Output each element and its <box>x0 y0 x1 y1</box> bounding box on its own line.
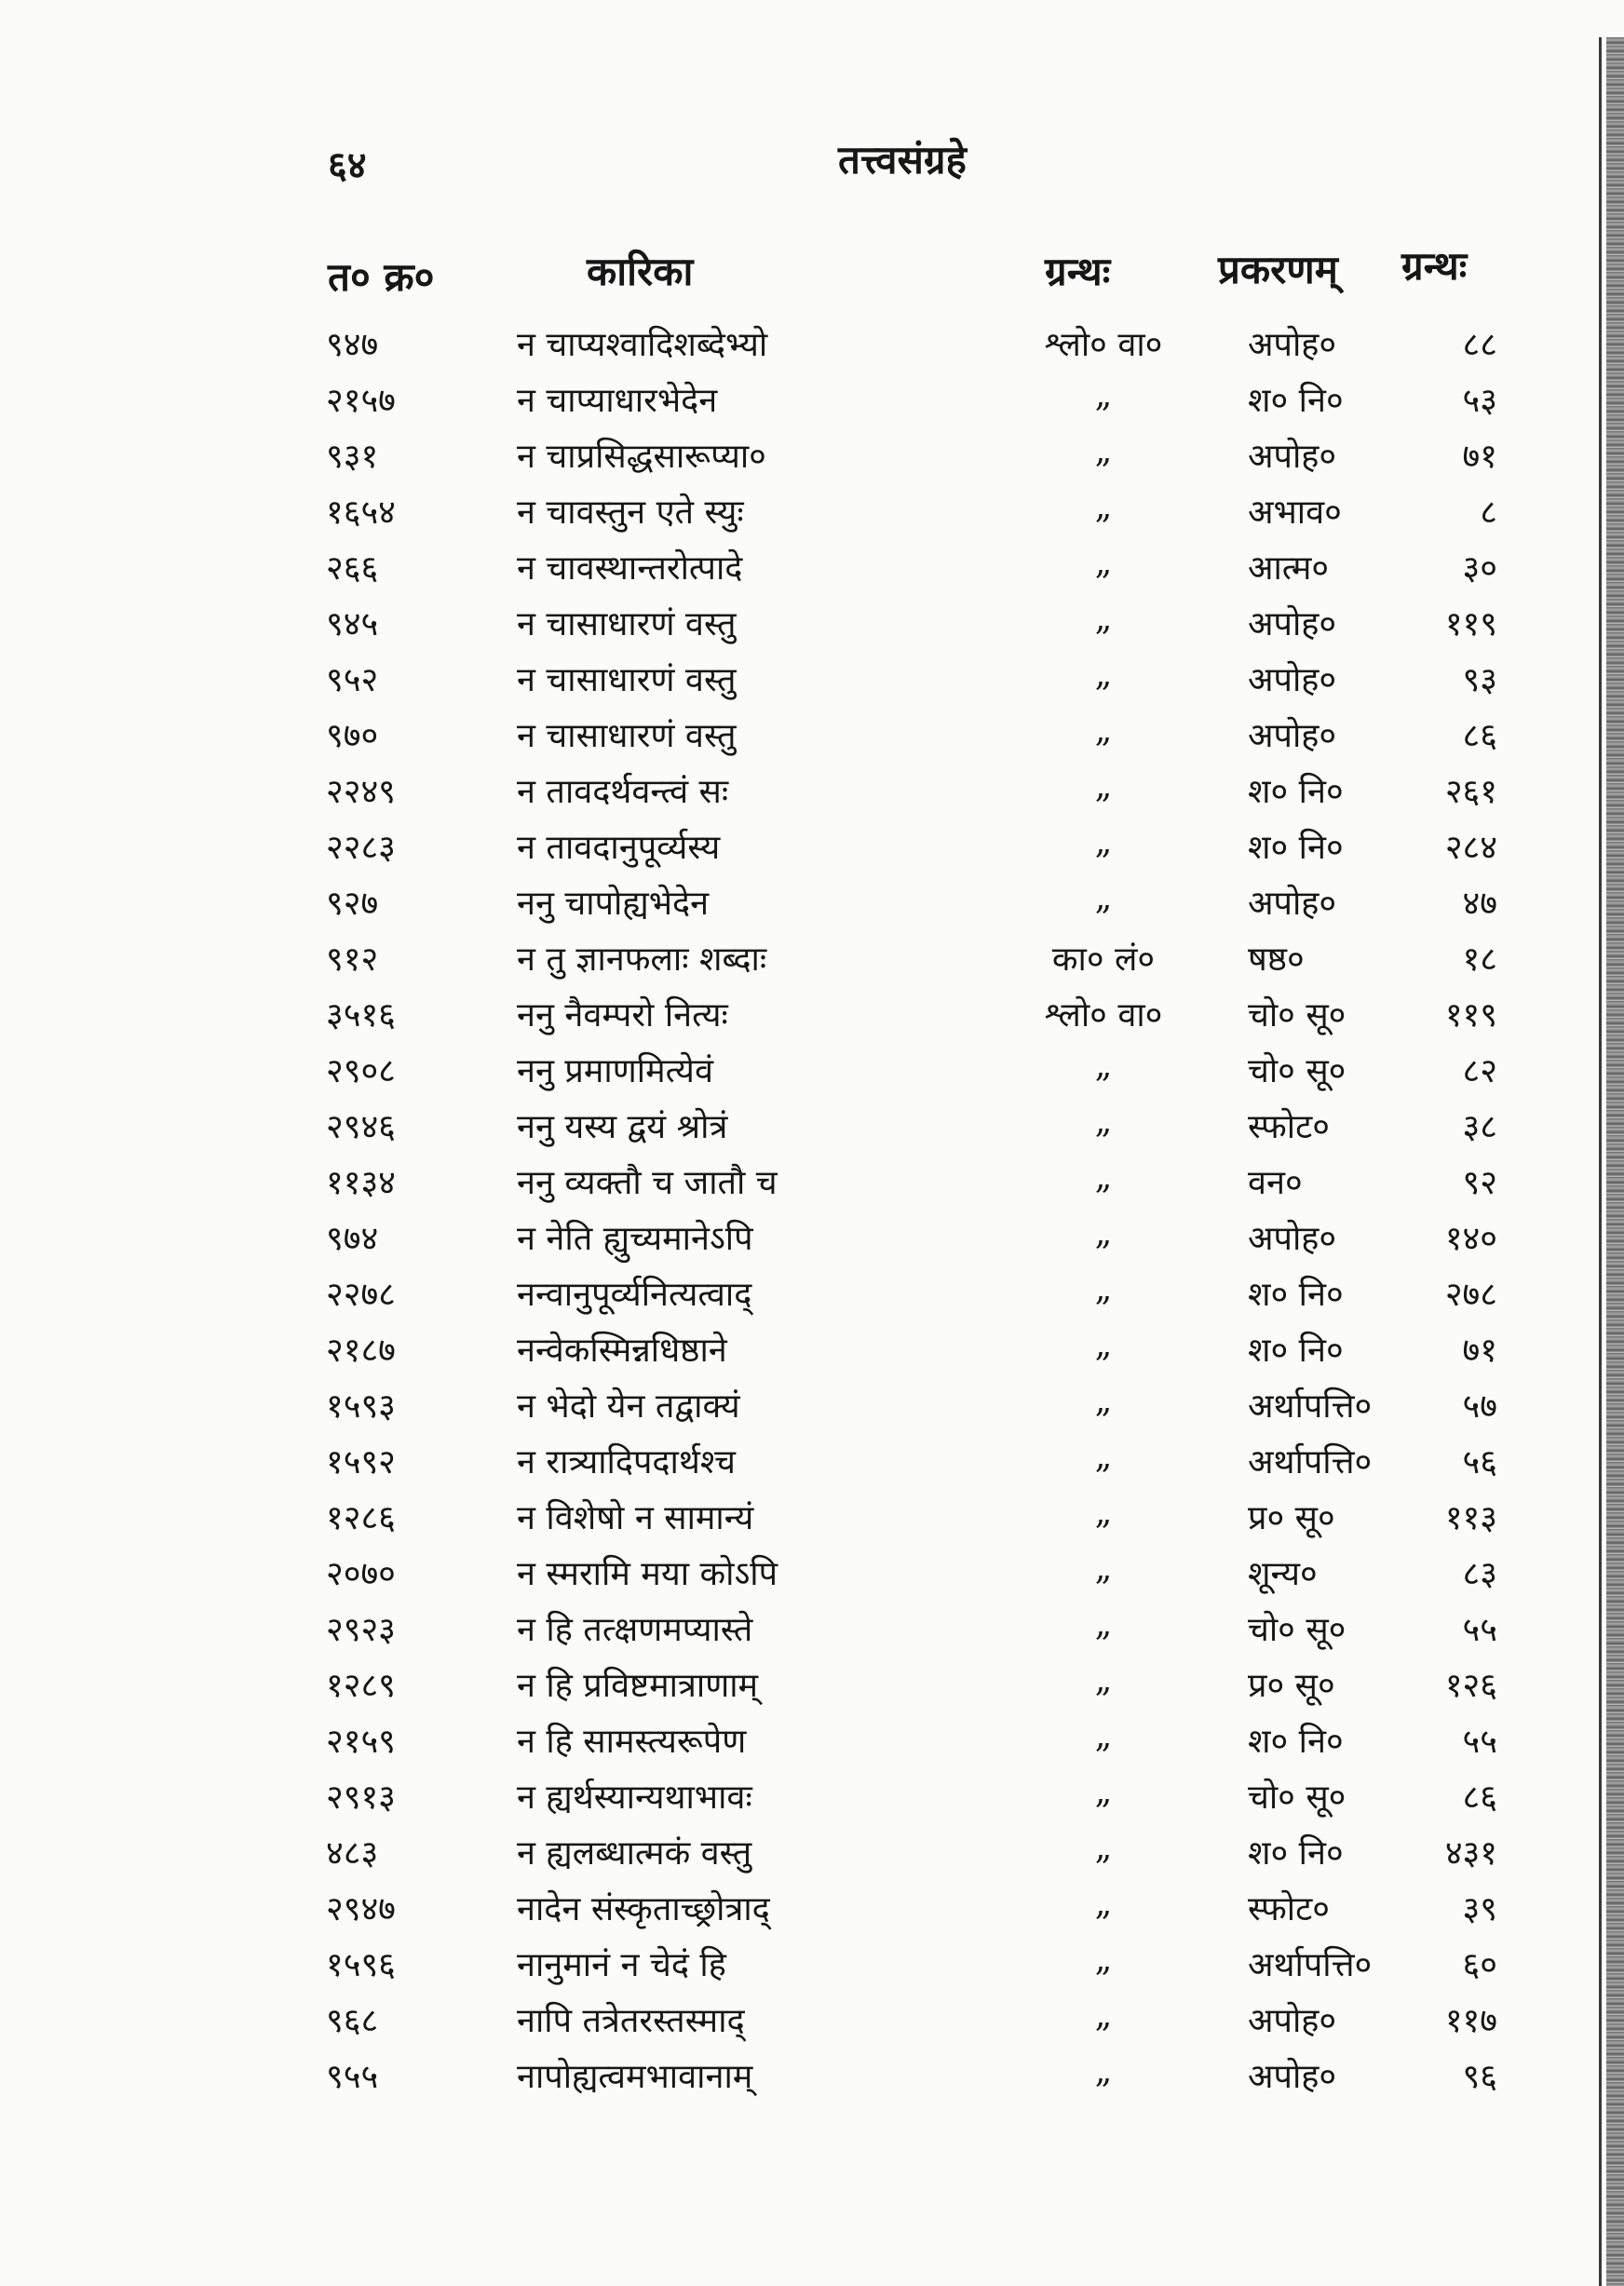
prakarana-ref: स्फोट० <box>1248 1890 1330 1928</box>
verse-number: ८६ <box>1462 717 1497 755</box>
prakarana-ref: स्फोट० <box>1248 1108 1330 1146</box>
verse-number: ५७ <box>1462 1387 1497 1426</box>
table-row <box>0 823 1624 879</box>
table-row <box>0 767 1624 823</box>
serial-number: २२७८ <box>326 1276 396 1314</box>
karika-text: न चाप्रसिद्धसारूप्या० <box>517 438 766 476</box>
table-row <box>0 935 1624 991</box>
prakarana-ref: षष्ठ० <box>1248 940 1305 979</box>
serial-number: ११३४ <box>326 1164 396 1202</box>
verse-number: ३९ <box>1462 1890 1497 1928</box>
table-row <box>0 656 1624 711</box>
verse-number: २६१ <box>1444 773 1497 811</box>
serial-number: २९४७ <box>326 1890 396 1928</box>
header-serial-number: त० क्र० <box>328 254 435 300</box>
karika-text: नापि तत्रेतरस्तस्माद् <box>517 2002 745 2040</box>
karika-text: न हि तत्क्षणमप्यास्ते <box>517 1611 753 1649</box>
header-grantha-number: ग्रन्थः <box>1401 243 1468 289</box>
karika-text: ननु चापोह्यभेदेन <box>517 885 710 923</box>
grantha-ref: „ <box>1094 488 1113 526</box>
grantha-ref: श्लो० वा० <box>1044 996 1163 1035</box>
serial-number: २६६ <box>326 549 379 588</box>
prakarana-ref: वन० <box>1248 1164 1303 1202</box>
prakarana-ref: श० नि० <box>1248 1834 1344 1873</box>
grantha-ref: „ <box>1094 1885 1113 1923</box>
serial-number: ९५५ <box>326 2058 379 2096</box>
prakarana-ref: अपोह० <box>1248 326 1337 364</box>
prakarana-ref: अपोह० <box>1248 1220 1337 1258</box>
prakarana-ref: अर्थापत्ति० <box>1248 1946 1373 1984</box>
grantha-ref: „ <box>1094 1270 1113 1308</box>
karika-text: नन्वेकस्मिन्नधिष्ठाने <box>517 1332 727 1370</box>
serial-number: २१८७ <box>326 1332 396 1370</box>
prakarana-ref: प्र० सू० <box>1248 1499 1335 1537</box>
table-row <box>0 2052 1624 2108</box>
prakarana-ref: अपोह० <box>1248 2058 1337 2096</box>
verse-number: ५३ <box>1462 382 1497 420</box>
grantha-ref: का० लं० <box>1051 940 1156 979</box>
verse-number: १४० <box>1444 1220 1497 1258</box>
karika-text: न चासाधारणं वस्तु <box>517 605 737 643</box>
table-row <box>0 1605 1624 1661</box>
grantha-ref: „ <box>1094 600 1113 638</box>
prakarana-ref: चो० सू० <box>1248 1052 1347 1090</box>
grantha-ref: „ <box>1094 767 1113 805</box>
prakarana-ref: अपोह० <box>1248 717 1337 755</box>
grantha-ref: „ <box>1094 1941 1113 1979</box>
verse-number: ९३ <box>1462 661 1497 699</box>
serial-number: २०७० <box>326 1555 396 1593</box>
grantha-ref: „ <box>1094 1829 1113 1867</box>
karika-text: न चावस्थान्तरोत्पादे <box>517 549 743 588</box>
serial-number: २९४६ <box>326 1108 396 1146</box>
verse-number: २८४ <box>1444 829 1497 867</box>
grantha-ref: „ <box>1094 1102 1113 1141</box>
table-row <box>0 879 1624 935</box>
grantha-ref: „ <box>1094 1661 1113 1699</box>
grantha-ref: „ <box>1094 544 1113 582</box>
serial-number: ३५१६ <box>326 996 396 1035</box>
karika-text: न हि प्रविष्टमात्राणाम् <box>517 1667 759 1705</box>
prakarana-ref: अपोह० <box>1248 605 1337 643</box>
karika-text: नादेन संस्कृताच्छ्रोत्राद् <box>517 1890 770 1928</box>
serial-number: ९६८ <box>326 2002 379 2040</box>
running-title: तत्त्वसंग्रहे <box>838 137 967 183</box>
prakarana-ref: अपोह० <box>1248 661 1337 699</box>
prakarana-ref: शून्य० <box>1248 1555 1318 1593</box>
grantha-ref: „ <box>1094 879 1113 917</box>
table-row <box>0 1382 1624 1438</box>
karika-text: ननु व्यक्तौ च जातौ च <box>517 1164 778 1202</box>
karika-text: नानुमानं न चेदं हि <box>517 1946 726 1984</box>
serial-number: २२४९ <box>326 773 396 811</box>
prakarana-ref: प्र० सू० <box>1248 1667 1335 1705</box>
verse-number: ४३१ <box>1444 1834 1497 1873</box>
verse-number: ३० <box>1462 549 1497 588</box>
serial-number: ९७४ <box>326 1220 379 1258</box>
verse-number: ८२ <box>1462 1052 1497 1090</box>
verse-number: १२६ <box>1444 1667 1497 1705</box>
karika-text: न चावस्तुन एते स्युः <box>517 494 744 532</box>
table-row <box>0 488 1624 544</box>
prakarana-ref: अपोह० <box>1248 885 1337 923</box>
serial-number: १६५४ <box>326 494 396 532</box>
verse-number: ८३ <box>1462 1555 1497 1593</box>
prakarana-ref: अपोह० <box>1248 438 1337 476</box>
page-number: ६४ <box>328 143 367 187</box>
table-row <box>0 1885 1624 1941</box>
serial-number: २२८३ <box>326 829 396 867</box>
verse-number: ११३ <box>1444 1499 1497 1537</box>
table-row <box>0 1661 1624 1717</box>
table-row <box>0 1829 1624 1885</box>
verse-number: ८६ <box>1462 1779 1497 1817</box>
prakarana-ref: अर्थापत्ति० <box>1248 1387 1373 1426</box>
serial-number: ९७० <box>326 717 379 755</box>
karika-text: न हि सामस्त्यरूपेण <box>517 1723 747 1761</box>
verse-number: १८ <box>1462 940 1497 979</box>
table-row <box>0 1717 1624 1773</box>
table-row <box>0 432 1624 488</box>
karika-text: न तु ज्ञानफलाः शब्दाः <box>517 940 767 979</box>
grantha-ref: „ <box>1094 1717 1113 1755</box>
karika-text: न तावदर्थवन्त्वं सः <box>517 773 729 811</box>
grantha-ref: „ <box>1094 1214 1113 1252</box>
table-row <box>0 1996 1624 2052</box>
verse-number: ४७ <box>1462 885 1497 923</box>
karika-text: न भेदो येन तद्वाक्यं <box>517 1387 740 1426</box>
prakarana-ref: अपोह० <box>1248 2002 1337 2040</box>
verse-number: ५५ <box>1462 1723 1497 1761</box>
grantha-ref: श्लो० वा० <box>1044 326 1163 364</box>
serial-number: १५९३ <box>326 1387 396 1426</box>
verse-number: ११९ <box>1444 996 1497 1035</box>
serial-number: ९१२ <box>326 940 379 979</box>
table-row <box>0 1773 1624 1829</box>
karika-text: न स्मरामि मया कोऽपि <box>517 1555 778 1593</box>
serial-number: २१५७ <box>326 382 396 420</box>
serial-number: ४८३ <box>326 1834 379 1873</box>
table-row <box>0 600 1624 656</box>
table-row <box>0 544 1624 600</box>
verse-number: ५५ <box>1462 1611 1497 1649</box>
prakarana-ref: अभाव० <box>1248 494 1342 532</box>
serial-number: २१५९ <box>326 1723 396 1761</box>
table-row <box>0 711 1624 767</box>
table-row <box>0 1047 1624 1102</box>
karika-text: न नेति ह्युच्यमानेऽपि <box>517 1220 753 1258</box>
verse-number: ११९ <box>1444 605 1497 643</box>
serial-number: १२८९ <box>326 1667 396 1705</box>
serial-number: ९५२ <box>326 661 379 699</box>
table-row <box>0 376 1624 432</box>
serial-number: १२८६ <box>326 1499 396 1537</box>
verse-number: ११७ <box>1444 2002 1497 2040</box>
serial-number: ९३१ <box>326 438 379 476</box>
prakarana-ref: श० नि० <box>1248 1723 1344 1761</box>
header-karika: कारिका <box>587 249 694 294</box>
serial-number: २९२३ <box>326 1611 396 1649</box>
table-row <box>0 1214 1624 1270</box>
verse-number: ७१ <box>1462 438 1497 476</box>
grantha-ref: „ <box>1094 376 1113 414</box>
grantha-ref: „ <box>1094 1438 1113 1476</box>
serial-number: १५९२ <box>326 1443 396 1481</box>
verse-number: २७८ <box>1444 1276 1497 1314</box>
karika-text: नापोह्यत्वमभावानाम् <box>517 2058 753 2096</box>
grantha-ref: „ <box>1094 656 1113 694</box>
table-row <box>0 1270 1624 1326</box>
verse-number: ३८ <box>1462 1108 1497 1146</box>
grantha-ref: „ <box>1094 1382 1113 1420</box>
grantha-ref: „ <box>1094 2052 1113 2090</box>
table-row <box>0 1941 1624 1996</box>
prakarana-ref: श० नि० <box>1248 1276 1344 1314</box>
karika-text: ननु नैवम्परो नित्यः <box>517 996 728 1035</box>
verse-number: ५६ <box>1462 1443 1497 1481</box>
prakarana-ref: चो० सू० <box>1248 1779 1347 1817</box>
karika-text: न रात्र्यादिपदार्थश्च <box>517 1443 737 1481</box>
serial-number: २९१३ <box>326 1779 396 1817</box>
serial-number: ९२७ <box>326 885 379 923</box>
verse-number: ६० <box>1462 1946 1497 1984</box>
prakarana-ref: श० नि० <box>1248 773 1344 811</box>
table-row <box>0 1494 1624 1549</box>
karika-text: ननु प्रमाणमित्येवं <box>517 1052 713 1090</box>
serial-number: ९४७ <box>326 326 379 364</box>
table-row <box>0 1438 1624 1494</box>
karika-text: नन्वानुपूर्व्यनित्यत्वाद् <box>517 1276 752 1314</box>
serial-number: १५९६ <box>326 1946 396 1984</box>
grantha-ref: „ <box>1094 1158 1113 1197</box>
grantha-ref: „ <box>1094 1549 1113 1588</box>
table-row <box>0 1102 1624 1158</box>
grantha-ref: „ <box>1094 1773 1113 1811</box>
karika-text: न चाप्यश्वादिशब्देभ्यो <box>517 326 768 364</box>
grantha-ref: „ <box>1094 711 1113 750</box>
table-row <box>0 1158 1624 1214</box>
serial-number: ९४५ <box>326 605 379 643</box>
karika-text: न चाप्याधारभेदेन <box>517 382 718 420</box>
prakarana-ref: श० नि० <box>1248 382 1344 420</box>
prakarana-ref: श० नि० <box>1248 829 1344 867</box>
grantha-ref: „ <box>1094 823 1113 861</box>
prakarana-ref: श० नि० <box>1248 1332 1344 1370</box>
verse-number: ९६ <box>1462 2058 1497 2096</box>
verse-number: ८ <box>1480 494 1497 532</box>
header-prakarana: प्रकरणम् <box>1218 247 1338 292</box>
table-row <box>0 991 1624 1047</box>
grantha-ref: „ <box>1094 1326 1113 1364</box>
karika-text: न चासाधारणं वस्तु <box>517 717 737 755</box>
table-row <box>0 320 1624 376</box>
prakarana-ref: आत्म० <box>1248 549 1330 588</box>
prakarana-ref: चो० सू० <box>1248 1611 1347 1649</box>
prakarana-ref: अर्थापत्ति० <box>1248 1443 1373 1481</box>
grantha-ref: „ <box>1094 1605 1113 1643</box>
grantha-ref: „ <box>1094 1996 1113 2035</box>
grantha-ref: „ <box>1094 1047 1113 1085</box>
verse-number: ७१ <box>1462 1332 1497 1370</box>
verse-number: ८८ <box>1462 326 1497 364</box>
header-grantha: ग्रन्थः <box>1045 249 1111 294</box>
karika-text: न विशेषो न सामान्यं <box>517 1499 754 1537</box>
karika-text: ननु यस्य द्वयं श्रोत्रं <box>517 1108 728 1146</box>
grantha-ref: „ <box>1094 1494 1113 1532</box>
serial-number: २९०८ <box>326 1052 396 1090</box>
verse-number: ९२ <box>1462 1164 1497 1202</box>
karika-text: न ह्यर्थस्यान्यथाभावः <box>517 1779 752 1817</box>
karika-text: न तावदानुपूर्व्यस्य <box>517 829 721 867</box>
table-row <box>0 1326 1624 1382</box>
prakarana-ref: चो० सू० <box>1248 996 1347 1035</box>
grantha-ref: „ <box>1094 432 1113 470</box>
karika-text: न चासाधारणं वस्तु <box>517 661 737 699</box>
karika-text: न ह्यलब्धात्मकं वस्तु <box>517 1834 752 1873</box>
table-row <box>0 1549 1624 1605</box>
